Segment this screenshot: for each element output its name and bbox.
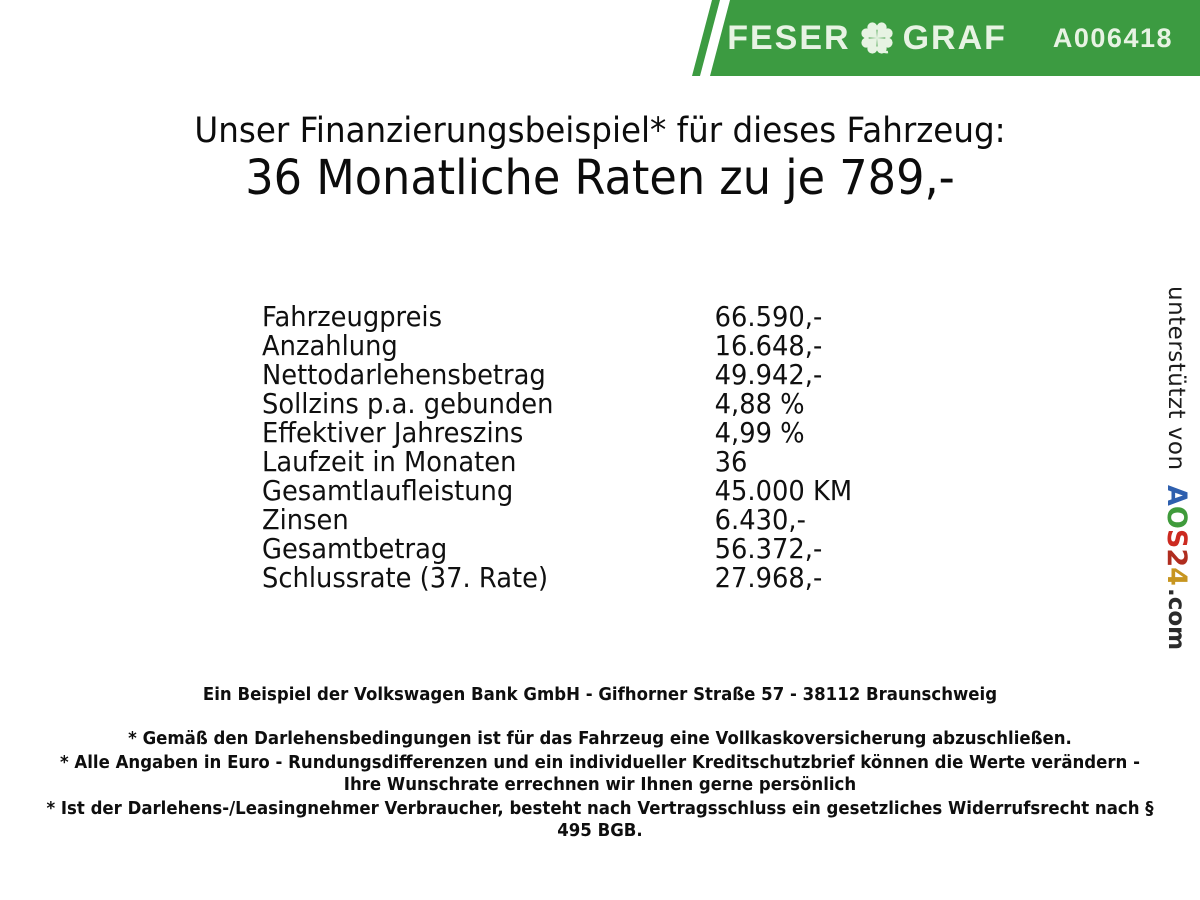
finance-label: Fahrzeugpreis — [262, 300, 443, 333]
finance-value: 4,88 % — [714, 387, 805, 420]
finance-row — [262, 476, 852, 505]
finance-title-line1: Unser Finanzierungsbeispiel* für dieses Fahrzeug: — [194, 111, 1006, 151]
finance-label: Gesamtlaufleistung — [262, 474, 514, 507]
supporter-banner — [1163, 286, 1190, 651]
finance-row — [262, 447, 852, 476]
finance-label: Sollzins p.a. gebunden — [262, 387, 554, 420]
clover-icon — [860, 21, 894, 55]
finance-value: 45.000 KM — [714, 474, 853, 507]
note-paragraph: * Alle Angaben in Euro - Rundungsdifferenzen und ein individueller Kreditschutzbrief können die Werte verändern - Ihre Wunschrate errechnen wir Ihnen gerne persönlich — [60, 752, 1140, 795]
aos24-domain: .com — [1163, 588, 1189, 651]
finance-row — [262, 302, 852, 331]
finance-label: Laufzeit in Monaten — [262, 445, 517, 478]
dealer-banner — [690, 0, 1200, 76]
finance-row — [262, 418, 852, 447]
finance-table — [262, 302, 852, 592]
brand-graf-text: GRAF — [902, 19, 1007, 57]
finance-value: 56.372,- — [714, 532, 823, 565]
finance-row — [262, 534, 852, 563]
dealer-logo — [727, 21, 1007, 55]
finance-value: 16.648,- — [714, 329, 823, 362]
finance-row — [262, 563, 852, 592]
finance-label: Nettodarlehensbetrag — [262, 358, 546, 391]
finance-notes — [39, 728, 1161, 844]
finance-label: Zinsen — [262, 503, 349, 536]
finance-title-line2: 36 Monatliche Raten zu je 789,- — [245, 150, 955, 206]
aos24-letter: O — [1161, 505, 1192, 529]
finance-value: 49.942,- — [714, 358, 823, 391]
finance-row — [262, 360, 852, 389]
finance-row — [262, 505, 852, 534]
finance-value: 36 — [714, 445, 748, 478]
bank-address-line: Ein Beispiel der Volkswagen Bank GmbH - Gifhorner Straße 57 - 38112 Braunschweig — [202, 684, 998, 705]
finance-label: Gesamtbetrag — [262, 532, 448, 565]
finance-label: Anzahlung — [262, 329, 398, 362]
finance-label: Schlussrate (37. Rate) — [262, 561, 549, 594]
supporter-text: unterstützt von — [1163, 286, 1189, 471]
aos24-letter: 2 — [1161, 547, 1192, 567]
note-paragraph: * Ist der Darlehens-/Leasingnehmer Verbraucher, besteht nach Vertragsschluss ein gesetzliches Widerrufsrecht nach § 495 BGB. — [46, 798, 1154, 841]
aos24-letter: A — [1161, 484, 1192, 506]
finance-value: 66.590,- — [714, 300, 823, 333]
finance-row — [262, 331, 852, 360]
finance-label: Effektiver Jahreszins — [262, 416, 524, 449]
finance-value: 27.968,- — [714, 561, 823, 594]
finance-value: 6.430,- — [714, 503, 806, 536]
finance-row — [262, 389, 852, 418]
finance-value: 4,99 % — [714, 416, 805, 449]
aos24-letter: S — [1161, 528, 1192, 548]
vehicle-ref-number: A006418 — [1052, 22, 1173, 53]
brand-feser-text: FESER — [727, 19, 851, 57]
aos24-letter: 4 — [1161, 566, 1192, 586]
aos24-logo — [1161, 484, 1192, 586]
note-paragraph: * Gemäß den Darlehensbedingungen ist für das Fahrzeug eine Vollkaskoversicherung abzuschließen. — [128, 728, 1072, 749]
